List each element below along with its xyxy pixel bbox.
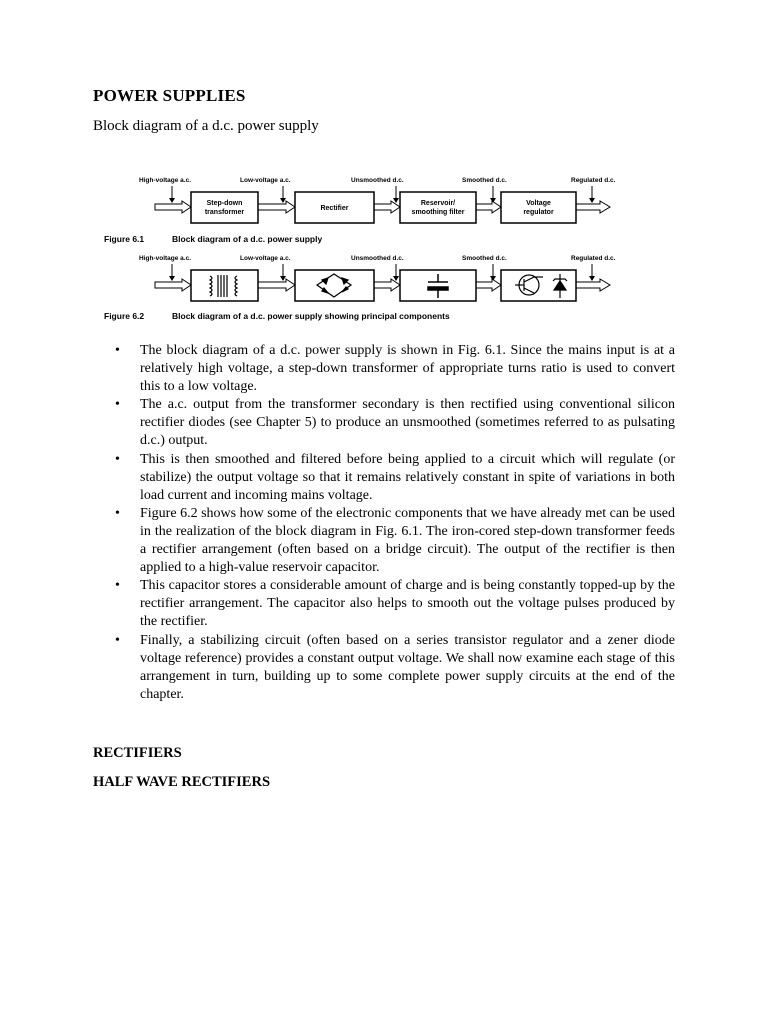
bullet-list	[93, 342, 675, 704]
signal-label-unsmoothed-dc: Unsmoothed d.c.	[351, 177, 404, 184]
list-item	[93, 396, 675, 450]
list-item	[93, 505, 675, 577]
section-heading-half-wave-rectifiers: HALF WAVE RECTIFIERS	[93, 774, 271, 790]
figure-6-1-number: Figure 6.1	[104, 234, 145, 244]
figure-6-2-number: Figure 6.2	[104, 311, 145, 321]
signal-label-high-voltage-ac: High-voltage a.c.	[139, 177, 192, 184]
block-label-voltage: Voltage	[526, 200, 551, 207]
signal-label-unsmoothed-dc-2: Unsmoothed d.c.	[351, 255, 404, 262]
bullet-dot: •	[115, 505, 120, 521]
voltage-regulator-block	[501, 192, 576, 223]
section-heading-rectifiers: RECTIFIERS	[93, 745, 182, 761]
reservoir-filter-block	[400, 192, 476, 223]
signal-label-high-voltage-ac-2: High-voltage a.c.	[139, 255, 192, 262]
block-diagram-figure	[100, 170, 660, 326]
list-item-text: This is then smoothed and filtered before being applied to a circuit which will regulate (or stabilize) the output voltage so that it remains relatively constant in spite of variations in both load current and incoming mains voltage.	[140, 451, 675, 503]
figure-6-2	[104, 255, 616, 321]
block-label-transformer: transformer	[204, 209, 245, 216]
list-item-text: This capacitor stores a considerable amount of charge and is being constantly topped-up by the rectifier arrangement. The capacitor also helps to smooth out the voltage pulses produced by the rectifier.	[140, 578, 675, 630]
figure-6-1	[104, 177, 616, 244]
signal-label-smoothed-dc-2: Smoothed d.c.	[462, 255, 507, 262]
bullet-dot: •	[115, 451, 120, 467]
page-title: POWER SUPPLIES	[93, 86, 246, 105]
block-label-rectifier: Rectifier	[320, 205, 349, 212]
signal-label-smoothed-dc: Smoothed d.c.	[462, 177, 507, 184]
page-subtitle: Block diagram of a d.c. power supply	[93, 118, 319, 134]
signal-label-regulated-dc-2: Regulated d.c.	[571, 255, 616, 262]
block-label-reservoir: Reservoir/	[420, 200, 456, 207]
signal-label-low-voltage-ac-2: Low-voltage a.c.	[240, 255, 291, 262]
list-item-text: The block diagram of a d.c. power supply is shown in Fig. 6.1. Since the mains input is at a relatively high voltage, a step-down transformer of appropriate turns ratio is used to convert this to a low voltage.	[140, 343, 675, 395]
block-label-smoothing-filter: smoothing filter	[411, 209, 465, 216]
block-diagram-svg	[100, 170, 660, 326]
bullet-dot: •	[115, 397, 120, 413]
block-label-regulator: regulator	[523, 209, 554, 216]
list-item	[93, 451, 675, 505]
figure-6-2-caption: Block diagram of a d.c. power supply showing principal components	[172, 311, 450, 321]
list-item	[93, 632, 675, 704]
list-item-text: Finally, a stabilizing circuit (often based on a series transistor regulator and a zener diode voltage reference) provides a constant output voltage. We shall now examine each stage of this arrangement in turn, building up to some complete power supply circuits at the end of the chapter.	[140, 632, 675, 702]
bullet-dot: •	[115, 343, 120, 358]
block-label-step-down: Step-down	[206, 200, 243, 207]
list-item	[93, 342, 675, 396]
step-down-transformer-block	[191, 192, 258, 223]
figure-6-1-caption: Block diagram of a d.c. power supply	[172, 234, 323, 244]
signal-label-regulated-dc: Regulated d.c.	[571, 177, 616, 184]
list-item-text: The a.c. output from the transformer secondary is then rectified using conventional silicon rectifier diodes (see Chapter 5) to produce an unsmoothed (sometimes referred to as pulsating d.c.) output.	[140, 397, 675, 449]
bullet-dot: •	[115, 632, 120, 648]
signal-label-low-voltage-ac: Low-voltage a.c.	[240, 177, 291, 184]
bullet-dot: •	[115, 578, 120, 594]
list-item	[93, 577, 675, 631]
list-item-text: Figure 6.2 shows how some of the electronic components that we have already met can be used in the realization of the block diagram in Fig. 6.1. The iron-cored step-down transformer feeds a rectifier arrangement (often based on a bridge circuit). The output of the rectifier is then applied to a high-value reservoir capacitor.	[140, 505, 675, 576]
